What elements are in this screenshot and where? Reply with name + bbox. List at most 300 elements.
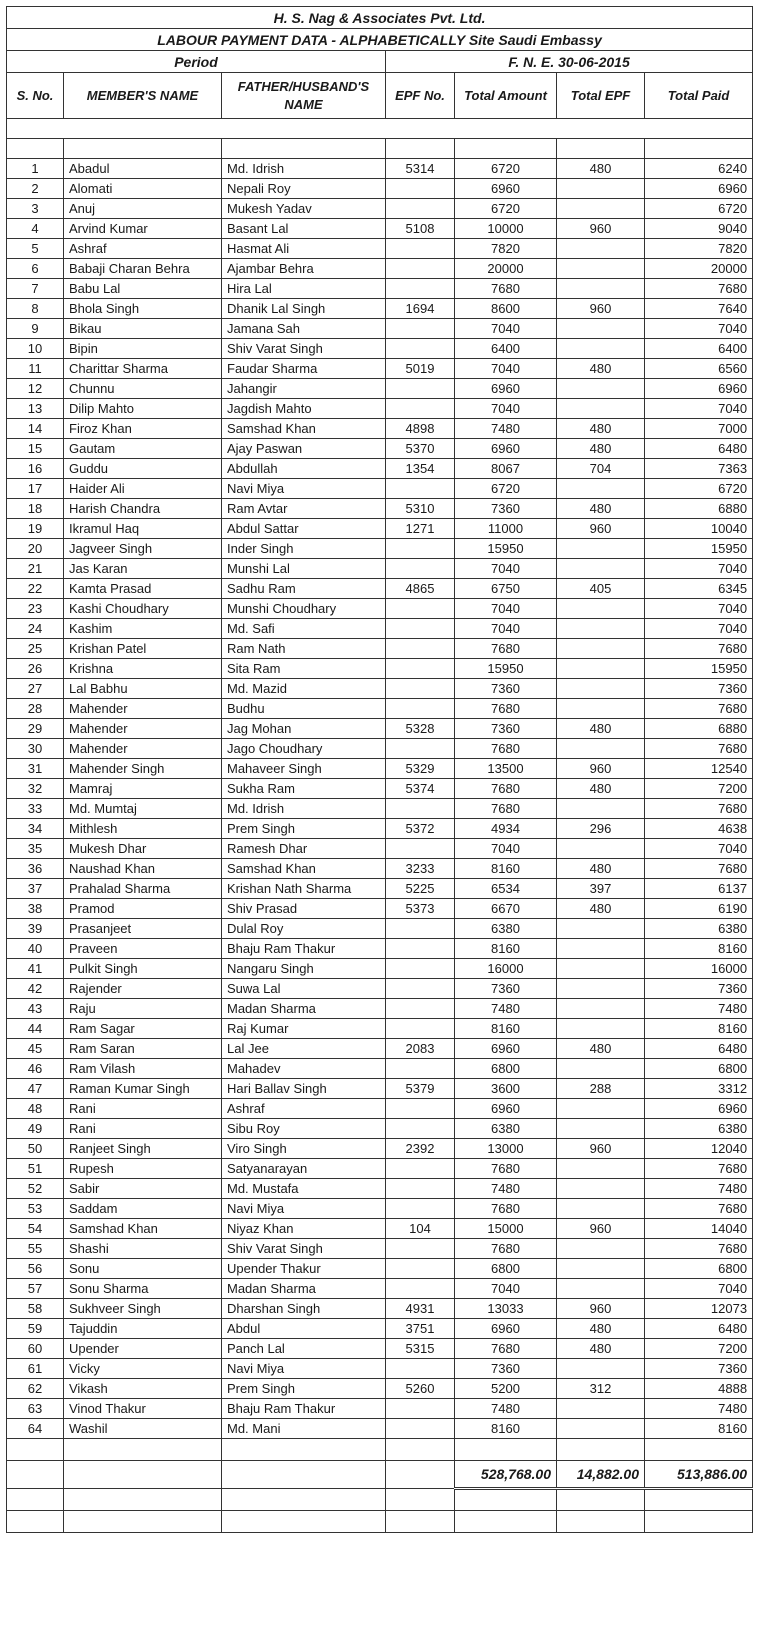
father-name-cell: Mukesh Yadav [222,199,386,219]
member-name-cell: Mithlesh [64,819,222,839]
father-name-cell: Nepali Roy [222,179,386,199]
epf-no-cell [386,199,455,219]
epf-no-cell: 5260 [386,1379,455,1399]
table-row [7,1039,753,1059]
total-amount-cell: 6380 [455,1119,557,1139]
sno-cell: 40 [7,939,64,959]
epf-no-cell [386,1199,455,1219]
total-epf-cell: 960 [557,299,645,319]
father-name-cell: Jagdish Mahto [222,399,386,419]
sno-cell: 3 [7,199,64,219]
spacer-cell [455,139,557,159]
member-name-cell: Kashim [64,619,222,639]
total-amount-cell: 13500 [455,759,557,779]
table-row [7,559,753,579]
father-name-cell: Faudar Sharma [222,359,386,379]
sno-cell: 64 [7,1419,64,1439]
total-epf-cell [557,839,645,859]
total-paid-cell: 6880 [645,499,753,519]
sno-cell: 48 [7,1099,64,1119]
total-epf-cell [557,679,645,699]
table-row [7,1159,753,1179]
sno-cell: 59 [7,1319,64,1339]
total-amount-cell: 6960 [455,439,557,459]
member-name-cell: Anuj [64,199,222,219]
epf-no-cell: 4898 [386,419,455,439]
total-amount-cell: 6960 [455,1039,557,1059]
total-paid-cell: 6960 [645,179,753,199]
member-name-cell: Mukesh Dhar [64,839,222,859]
total-amount-cell: 6670 [455,899,557,919]
col-member: MEMBER'S NAME [64,73,222,119]
spacer-cell [557,1439,645,1461]
total-epf-cell [557,919,645,939]
father-name-cell: Hari Ballav Singh [222,1079,386,1099]
sno-cell: 23 [7,599,64,619]
sno-cell: 52 [7,1179,64,1199]
total-amount-cell: 7040 [455,399,557,419]
member-name-cell: Rajender [64,979,222,999]
total-paid-cell: 7360 [645,679,753,699]
epf-no-cell [386,539,455,559]
sno-cell: 16 [7,459,64,479]
table-row [7,799,753,819]
total-epf-cell [557,539,645,559]
sno-cell: 10 [7,339,64,359]
epf-no-cell: 5310 [386,499,455,519]
total-epf-cell: 480 [557,779,645,799]
total-amount-cell: 6400 [455,339,557,359]
sno-cell: 12 [7,379,64,399]
father-name-cell: Abdullah [222,459,386,479]
total-epf-cell [557,479,645,499]
sno-cell: 41 [7,959,64,979]
spacer-cell [455,1511,557,1533]
father-name-cell: Shiv Prasad [222,899,386,919]
sno-cell: 30 [7,739,64,759]
table-row [7,919,753,939]
table-row [7,1099,753,1119]
total-epf-cell [557,1259,645,1279]
sno-cell: 22 [7,579,64,599]
total-epf-cell [557,1359,645,1379]
father-name-cell: Sibu Roy [222,1119,386,1139]
epf-no-cell [386,639,455,659]
member-name-cell: Dilip Mahto [64,399,222,419]
table-row [7,599,753,619]
father-name-cell: Sukha Ram [222,779,386,799]
father-name-cell: Samshad Khan [222,859,386,879]
table-row [7,939,753,959]
total-paid-cell: 7680 [645,279,753,299]
epf-no-cell: 5373 [386,899,455,919]
member-name-cell: Lal Babhu [64,679,222,699]
spacer-cell [386,1511,455,1533]
epf-no-cell [386,559,455,579]
total-paid-cell: 6137 [645,879,753,899]
sno-cell: 45 [7,1039,64,1059]
total-paid-cell: 6380 [645,919,753,939]
epf-no-cell [386,679,455,699]
sno-cell: 49 [7,1119,64,1139]
sno-cell: 56 [7,1259,64,1279]
total-epf-cell [557,1279,645,1299]
sno-cell: 63 [7,1399,64,1419]
total-epf-cell: 480 [557,719,645,739]
total-amount-cell: 7680 [455,1239,557,1259]
total-epf-cell: 960 [557,759,645,779]
total-amount-cell: 7040 [455,599,557,619]
total-epf-cell: 960 [557,1299,645,1319]
member-name-cell: Krishna [64,659,222,679]
member-name-cell: Harish Chandra [64,499,222,519]
total-paid-cell: 7040 [645,619,753,639]
member-name-cell: Sonu Sharma [64,1279,222,1299]
epf-no-cell [386,179,455,199]
total-epf-cell [557,1179,645,1199]
epf-no-cell [386,619,455,639]
total-amount-cell: 6380 [455,919,557,939]
total-paid-cell: 6720 [645,199,753,219]
total-amount-cell: 7040 [455,1279,557,1299]
total-paid-cell: 12540 [645,759,753,779]
total-paid-cell: 8160 [645,939,753,959]
total-amount-cell: 7680 [455,1159,557,1179]
spacer-row [7,119,753,139]
epf-no-cell [386,979,455,999]
table-row [7,539,753,559]
total-epf-cell [557,959,645,979]
member-name-cell: Bhola Singh [64,299,222,319]
total-amount-cell: 15000 [455,1219,557,1239]
total-epf-cell: 704 [557,459,645,479]
father-name-cell: Navi Miya [222,1359,386,1379]
father-name-cell: Munshi Choudhary [222,599,386,619]
table-row [7,1179,753,1199]
father-name-cell: Prem Singh [222,819,386,839]
member-name-cell: Ashraf [64,239,222,259]
epf-no-cell [386,1179,455,1199]
epf-no-cell: 5372 [386,819,455,839]
spacer-cell [222,139,386,159]
table-row [7,1059,753,1079]
total-amount-cell: 7360 [455,679,557,699]
total-epf-cell: 397 [557,879,645,899]
total-amount-cell: 6800 [455,1059,557,1079]
sno-cell: 6 [7,259,64,279]
grand-total-epf: 14,882.00 [557,1461,645,1489]
sno-cell: 36 [7,859,64,879]
spacer-cell [557,1511,645,1533]
father-name-cell: Ajay Paswan [222,439,386,459]
member-name-cell: Mahender [64,719,222,739]
table-row [7,159,753,179]
total-paid-cell: 6400 [645,339,753,359]
company-name: H. S. Nag & Associates Pvt. Ltd. [7,7,753,29]
total-epf-cell [557,1239,645,1259]
total-epf-cell [557,599,645,619]
total-paid-cell: 7680 [645,639,753,659]
total-epf-cell: 960 [557,1139,645,1159]
total-paid-cell: 7480 [645,1179,753,1199]
table-row [7,179,753,199]
table-row [7,839,753,859]
total-amount-cell: 7360 [455,499,557,519]
total-paid-cell: 7200 [645,779,753,799]
table-row [7,659,753,679]
total-amount-cell: 7480 [455,999,557,1019]
total-paid-cell: 10040 [645,519,753,539]
table-row [7,219,753,239]
total-amount-cell: 7480 [455,1179,557,1199]
epf-no-cell [386,339,455,359]
spacer-cell [7,1461,64,1489]
sno-cell: 43 [7,999,64,1019]
epf-no-cell: 5019 [386,359,455,379]
father-name-cell: Munshi Lal [222,559,386,579]
epf-no-cell [386,1099,455,1119]
sno-cell: 34 [7,819,64,839]
total-amount-cell: 13000 [455,1139,557,1159]
father-name-cell: Mahadev [222,1059,386,1079]
total-epf-cell [557,1119,645,1139]
total-epf-cell [557,619,645,639]
total-paid-cell: 7680 [645,1239,753,1259]
total-amount-cell: 13033 [455,1299,557,1319]
total-amount-cell: 7480 [455,419,557,439]
epf-no-cell [386,1239,455,1259]
total-epf-cell: 480 [557,499,645,519]
total-amount-cell: 8160 [455,1419,557,1439]
epf-no-cell [386,239,455,259]
father-name-cell: Sadhu Ram [222,579,386,599]
total-epf-cell: 480 [557,859,645,879]
epf-no-cell: 5379 [386,1079,455,1099]
epf-no-cell: 5315 [386,1339,455,1359]
total-amount-cell: 7680 [455,799,557,819]
member-name-cell: Praveen [64,939,222,959]
sno-cell: 35 [7,839,64,859]
member-name-cell: Sukhveer Singh [64,1299,222,1319]
father-name-cell: Md. Mazid [222,679,386,699]
sno-cell: 53 [7,1199,64,1219]
sno-cell: 11 [7,359,64,379]
member-name-cell: Pulkit Singh [64,959,222,979]
period-value: F. N. E. 30-06-2015 [386,51,753,73]
total-paid-cell: 7680 [645,699,753,719]
epf-no-cell: 2392 [386,1139,455,1159]
total-amount-cell: 6960 [455,1099,557,1119]
table-row [7,499,753,519]
total-epf-cell: 480 [557,419,645,439]
member-rows [7,159,753,1439]
total-paid-cell: 7680 [645,1199,753,1219]
spacer-cell [64,1439,222,1461]
total-amount-cell: 8067 [455,459,557,479]
sno-cell: 61 [7,1359,64,1379]
spacer-cell [455,1439,557,1461]
total-epf-cell: 480 [557,899,645,919]
total-amount-cell: 7040 [455,559,557,579]
spacer-cell [645,1511,753,1533]
spacer-row [7,1489,753,1511]
epf-no-cell [386,1419,455,1439]
total-epf-cell [557,739,645,759]
member-name-cell: Tajuddin [64,1319,222,1339]
father-name-cell: Md. Safi [222,619,386,639]
member-name-cell: Kashi Choudhary [64,599,222,619]
father-name-cell: Inder Singh [222,539,386,559]
father-name-cell: Shiv Varat Singh [222,339,386,359]
payment-table [6,6,753,1533]
member-name-cell: Ikramul Haq [64,519,222,539]
epf-no-cell: 5108 [386,219,455,239]
spacer-cell [7,1489,64,1511]
total-paid-cell: 6480 [645,1319,753,1339]
member-name-cell: Jagveer Singh [64,539,222,559]
total-amount-cell: 15950 [455,659,557,679]
table-row [7,279,753,299]
table-row [7,739,753,759]
table-row [7,679,753,699]
father-name-cell: Ashraf [222,1099,386,1119]
table-row [7,299,753,319]
father-name-cell: Abdul Sattar [222,519,386,539]
col-sno: S. No. [7,73,64,119]
member-name-cell: Naushad Khan [64,859,222,879]
table-row [7,459,753,479]
father-name-cell: Shiv Varat Singh [222,1239,386,1259]
spacer-cell [222,1439,386,1461]
epf-no-cell: 5329 [386,759,455,779]
epf-no-cell [386,699,455,719]
father-name-cell: Madan Sharma [222,1279,386,1299]
total-paid-cell: 6720 [645,479,753,499]
member-name-cell: Bipin [64,339,222,359]
table-row [7,339,753,359]
sno-cell: 2 [7,179,64,199]
total-amount-cell: 8160 [455,859,557,879]
father-name-cell: Dharshan Singh [222,1299,386,1319]
total-paid-cell: 14040 [645,1219,753,1239]
father-name-cell: Nangaru Singh [222,959,386,979]
sno-cell: 46 [7,1059,64,1079]
epf-no-cell: 1694 [386,299,455,319]
total-amount-cell: 10000 [455,219,557,239]
father-name-cell: Dhanik Lal Singh [222,299,386,319]
father-name-cell: Viro Singh [222,1139,386,1159]
member-name-cell: Rupesh [64,1159,222,1179]
father-name-cell: Bhaju Ram Thakur [222,1399,386,1419]
column-header-row [7,73,753,119]
sno-cell: 62 [7,1379,64,1399]
member-name-cell: Kamta Prasad [64,579,222,599]
total-paid-cell: 8160 [645,1019,753,1039]
epf-no-cell [386,259,455,279]
total-paid-cell: 4888 [645,1379,753,1399]
spacer-cell [645,1489,753,1511]
total-paid-cell: 7480 [645,1399,753,1419]
member-name-cell: Saddam [64,1199,222,1219]
total-amount-cell: 4934 [455,819,557,839]
table-row [7,779,753,799]
total-epf-cell [557,1159,645,1179]
total-paid-cell: 6480 [645,1039,753,1059]
total-paid-cell: 7480 [645,999,753,1019]
spacer-cell [7,139,64,159]
table-row [7,1199,753,1219]
member-name-cell: Mamraj [64,779,222,799]
total-amount-cell: 7680 [455,1339,557,1359]
father-name-cell: Md. Idrish [222,159,386,179]
member-name-cell: Md. Mumtaj [64,799,222,819]
table-row [7,699,753,719]
total-amount-cell: 3600 [455,1079,557,1099]
total-epf-cell: 480 [557,159,645,179]
sno-cell: 37 [7,879,64,899]
father-name-cell: Madan Sharma [222,999,386,1019]
sno-cell: 14 [7,419,64,439]
col-father: FATHER/HUSBAND'S NAME [222,73,386,119]
spacer-cell [222,1461,386,1489]
table-row [7,359,753,379]
sno-cell: 26 [7,659,64,679]
member-name-cell: Prahalad Sharma [64,879,222,899]
total-epf-cell: 960 [557,219,645,239]
table-row [7,879,753,899]
spacer-cell [386,1439,455,1461]
total-paid-cell: 7680 [645,1159,753,1179]
member-name-cell: Arvind Kumar [64,219,222,239]
total-amount-cell: 5200 [455,1379,557,1399]
sno-cell: 7 [7,279,64,299]
totals-row [7,1461,753,1489]
total-epf-cell [557,239,645,259]
father-name-cell: Navi Miya [222,1199,386,1219]
total-amount-cell: 7040 [455,319,557,339]
col-total-epf: Total EPF [557,73,645,119]
total-epf-cell: 405 [557,579,645,599]
total-amount-cell: 7820 [455,239,557,259]
epf-no-cell: 4931 [386,1299,455,1319]
epf-no-cell [386,319,455,339]
total-amount-cell: 7680 [455,1199,557,1219]
epf-no-cell [386,739,455,759]
sno-cell: 17 [7,479,64,499]
table-row [7,1019,753,1039]
epf-no-cell [386,1259,455,1279]
spacer-row [7,1439,753,1461]
table-row [7,1299,753,1319]
table-row [7,719,753,739]
spacer-cell [7,1511,64,1533]
epf-no-cell: 104 [386,1219,455,1239]
father-name-cell: Jahangir [222,379,386,399]
total-paid-cell: 8160 [645,1419,753,1439]
table-row [7,199,753,219]
table-row [7,419,753,439]
epf-no-cell [386,1159,455,1179]
table-row [7,639,753,659]
member-name-cell: Mahender [64,699,222,719]
total-paid-cell: 7040 [645,1279,753,1299]
table-row [7,479,753,499]
father-name-cell: Md. Mani [222,1419,386,1439]
father-name-cell: Upender Thakur [222,1259,386,1279]
father-name-cell: Ram Avtar [222,499,386,519]
total-epf-cell [557,699,645,719]
member-name-cell: Ram Vilash [64,1059,222,1079]
